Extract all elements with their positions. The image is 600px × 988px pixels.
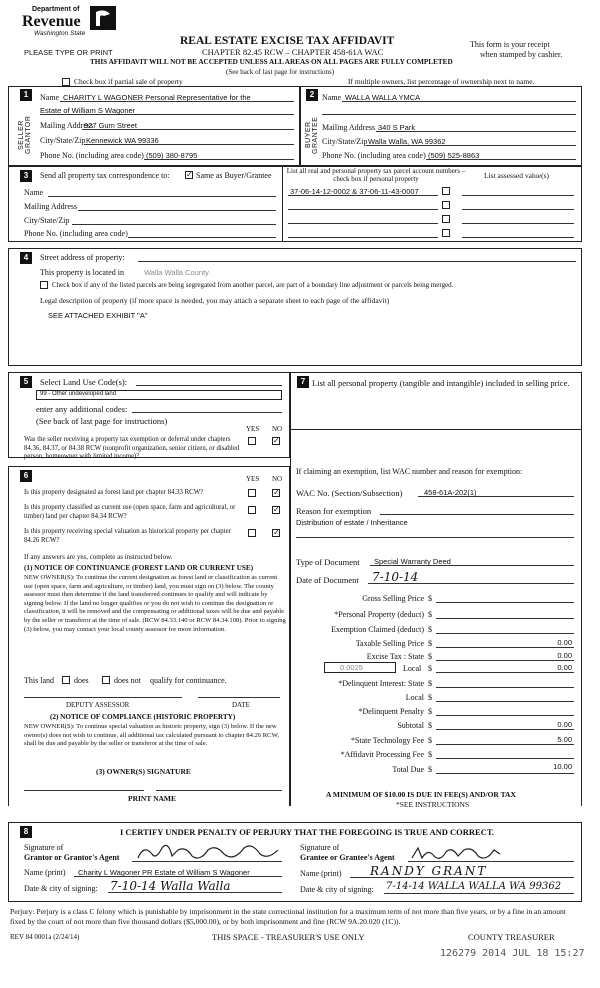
send-correspondence-label: Send all property tax correspondence to: (40, 171, 170, 180)
grantor-date-label: Date & city of signing: (24, 884, 98, 893)
exemption-dollar: $ (428, 625, 432, 634)
doc-date-value[interactable]: 7-10-14 (372, 570, 419, 584)
affidavit-fee-label: *Affidavit Processing Fee (340, 750, 424, 759)
exemption-no-checkbox[interactable]: ✓ (273, 436, 280, 445)
logo-line1: Department of (32, 6, 80, 13)
section7-number: 7 (297, 376, 309, 388)
total-due-dollar: $ (428, 765, 432, 774)
additional-codes-label: enter any additional codes: (36, 404, 128, 414)
grantee-name-value[interactable]: RANDY GRANT (370, 864, 488, 878)
rev-number: REV 84 0001a (2/24/14) (10, 933, 80, 941)
seller-phone-label: Phone No. (including area code) (40, 151, 144, 160)
parcel-2-personal-checkbox[interactable] (442, 201, 450, 209)
claim-exemption-label: If claiming an exemption, list WAC number and reason for exemption: (296, 467, 523, 476)
doc-type-label: Type of Document (296, 557, 360, 567)
doc-date-label: Date of Document (296, 575, 359, 585)
located-label: This property is located in (40, 268, 124, 277)
dor-mark-icon (90, 6, 116, 30)
notice-compliance-body: NEW OWNER(S): To continue special valuation as historic property, sign (3) below. If the new owner(s) does not wish to continue, all additional tax calculated pursuant to chapter 84.26 RCW, shall be due and payable by the seller or transferor at the time of sale. (24, 723, 279, 748)
partial-sale-checkbox[interactable] (62, 78, 70, 86)
parcel-3-personal-checkbox[interactable] (442, 215, 450, 223)
please-type: PLEASE TYPE OR PRINT (24, 48, 113, 57)
forest-yes-checkbox[interactable] (248, 489, 256, 497)
doc-type-value[interactable]: Special Warranty Deed (374, 557, 451, 566)
forest-land-question: Is this property designated as forest land per chapter 84.33 RCW? (24, 489, 204, 496)
buyer-city-label: City/State/Zip (322, 137, 368, 146)
current-use-no-checkbox[interactable]: ✓ (273, 505, 280, 514)
form-title: REAL ESTATE EXCISE TAX AFFIDAVIT (180, 35, 395, 47)
county-treasurer: COUNTY TREASURER (468, 932, 555, 942)
delinquent-local-dollar: $ (428, 693, 432, 702)
section2-number: 2 (306, 89, 318, 101)
section8-number: 8 (20, 826, 32, 838)
section3-number: 3 (20, 170, 32, 182)
perjury-note: Perjury: Perjury is a class C felony which is punishable by imprisonment in the state correctional institution for a maximum term of not more than five years, or by a fine in an amount fixed by the court of not more than five thousand dollars ($5,000.00), or by both imprisonment and fine (RCW 9A.20.020 (1C)). (10, 907, 566, 926)
taxable-dollar: $ (428, 639, 432, 648)
s3-city-label: City/State/Zip (24, 216, 70, 225)
grantee-sig-label-2: Grantee or Grantee's Agent (300, 853, 395, 862)
tech-fee-dollar: $ (428, 736, 432, 745)
grantee-signature[interactable] (408, 844, 504, 864)
does-not-label: does not (114, 676, 141, 685)
street-address-label: Street address of property: (40, 253, 125, 262)
buyer-address-label: Mailing Address (322, 123, 376, 132)
certify-statement: I CERTIFY UNDER PENALTY OF PERJURY THAT THE FOREGOING IS TRUE AND CORRECT. (120, 827, 495, 837)
s5-see-back: (See back of last page for instructions) (36, 416, 168, 426)
same-as-buyer-label: Same as Buyer/Grantee (196, 171, 272, 180)
if-yes-note: If any answers are yes, complete as instructed below. (24, 553, 173, 561)
tech-fee-label: *State Technology Fee (350, 736, 424, 745)
penalty-dollar: $ (428, 707, 432, 716)
segregated-label: Check box if any of the listed parcels are being segregated from another parcel, are part of a boundary line adjustment or parcels being merged. (52, 281, 454, 289)
see-back-header: (See back of last page for instructions) (226, 68, 335, 76)
delinquent-state-dollar: $ (428, 679, 432, 688)
local-label: Local (403, 664, 422, 673)
taxable-price-label: Taxable Selling Price (355, 639, 424, 648)
s3-name-label: Name (24, 188, 44, 197)
treasurer-stamp: 126279 2014 JUL 18 15:27 (440, 948, 585, 959)
does-checkbox[interactable] (62, 676, 70, 684)
buyer-grantee-label: BUYER GRANTEE (305, 116, 319, 154)
this-land-label: This land (24, 676, 54, 685)
excise-state-label: Excise Tax : State (366, 652, 424, 661)
multiple-owners-note: If multiple owners, list percentage of ownership next to name. (348, 77, 535, 86)
local-rate-value: 0.0025 (340, 663, 363, 672)
buyer-name-value[interactable]: WALLA WALLA YMCA (345, 93, 421, 102)
grantee-date-label: Date & city of signing: (300, 885, 374, 894)
historical-yes-checkbox[interactable] (248, 529, 256, 537)
section3-divider (282, 166, 283, 242)
delinquent-local-label: Local (405, 693, 424, 702)
qualify-label: qualify for continuance. (150, 676, 227, 685)
exemption-question: Was the seller receiving a property tax exemption or deferral under chapters 84.36, 84.37, or 84.38 RCW (nonprofit organization, senior citizen, or disabled person, homeowner with limited income)? (24, 436, 240, 460)
affidavit-fee-dollar: $ (428, 750, 432, 759)
historical-question: Is this property receiving special valuation as historical property per chapter 84.26 RCW? (24, 528, 231, 544)
section4-box (8, 248, 582, 366)
wac-label: WAC No. (Section/Subsection) (296, 488, 403, 498)
section6-number: 6 (20, 470, 32, 482)
current-use-question: Is this property classified as current use (open space, farm and agricultural, or timber) land per chapter 84.34 RCW? (24, 504, 236, 520)
section1-number: 1 (20, 89, 32, 101)
county-value[interactable]: Walla Walla County (144, 268, 209, 277)
notice-continuance-title: (1) NOTICE OF CONTINUANCE (FOREST LAND OR CURRENT USE) (24, 564, 254, 572)
reason-value[interactable]: Distribution of estate / Inheritance (296, 518, 408, 527)
assessed-header: List assessed value(s) (484, 171, 549, 180)
logo-line3: Washington State (34, 30, 86, 37)
same-as-buyer-checkbox[interactable]: ✓ (186, 170, 193, 179)
receipt-note-2: when stamped by cashier. (480, 50, 563, 59)
grantee-date-value[interactable]: 7-14-14 WALLA WALLA WA 99362 (386, 881, 562, 892)
buyer-phone-value[interactable]: (509) 525-8863 (428, 151, 480, 160)
parcel-1-personal-checkbox[interactable] (442, 187, 450, 195)
land-use-label: Select Land Use Code(s): (40, 377, 128, 387)
section4-number: 4 (20, 252, 32, 264)
notice-continuance-body: NEW OWNER(S): To continue the current designation as forest land or classification as current use (open space, farm and agriculture, or timber) land, you must sign on (3) below. The county assessor must then determine if the land transferred continues to qualify and will indicate by signing below. If the land no longer qualifies or you do not wish to continue the designation or classification, it will be removed and the compensating or additional taxes will be due and payable by the seller or transferor at the time of sale. (RCW 84.33.140 or RCW 84.34.108). Prior to signing (3) below, you may contact your local county assessor for more information. (24, 574, 286, 633)
notice-compliance-title: (2) NOTICE OF COMPLIANCE (HISTORIC PROPERTY) (50, 713, 236, 721)
subtotal-label: Subtotal (397, 721, 424, 730)
s5-no-header: NO (272, 425, 283, 433)
logo-line2: Revenue (22, 13, 81, 30)
subtotal-value[interactable]: 0.00 (557, 720, 572, 729)
deputy-date-label: DATE (232, 701, 250, 709)
seller-address-label: Mailing Address (40, 121, 94, 130)
minimum-due-note: A MINIMUM OF $10.00 IS DUE IN FEE(S) AND/OR TAX (326, 790, 516, 799)
grantor-name-label: Name (print) (24, 868, 66, 877)
s6-no-header: NO (272, 475, 283, 483)
local-value[interactable]: 0.00 (557, 663, 572, 672)
seller-city-value[interactable]: Kennewick WA 99336 (86, 136, 159, 145)
buyer-name-label: Name (322, 93, 342, 102)
gross-dollar: $ (428, 594, 432, 603)
buyer-city-value[interactable]: Walla Walla, WA 99362 (368, 137, 446, 146)
buyer-phone-label: Phone No. (including area code) (322, 151, 426, 160)
deputy-assessor-label: DEPUTY ASSESSOR (66, 701, 130, 709)
form-chapter: CHAPTER 82.45 RCW – CHAPTER 458-61A WAC (202, 47, 384, 57)
seller-grantor-label: SELLER GRANTOR (18, 115, 32, 155)
excise-state-value[interactable]: 0.00 (557, 651, 572, 660)
total-due-value[interactable]: 10.00 (553, 762, 572, 771)
personal-property-label: List all personal property (tangible and intangible) included in selling price. (312, 378, 570, 388)
segregated-checkbox[interactable] (40, 281, 48, 289)
seller-name-value-2[interactable]: Estate of William S Wagoner (40, 106, 136, 115)
does-not-checkbox[interactable] (102, 676, 110, 684)
grantee-sig-label-1: Signature of (300, 843, 340, 852)
seller-phone-value[interactable]: (509) 380-8795 (146, 151, 198, 160)
delinquent-state-label: *Delinquent Interest: State (338, 679, 424, 688)
grantor-signature[interactable] (134, 842, 282, 864)
tech-fee-value[interactable]: 5.00 (557, 735, 572, 744)
parcel-1-value[interactable]: 37-06-14-12-0002 & 37-06-11-43-0007 (290, 187, 419, 196)
form-notice: THIS AFFIDAVIT WILL NOT BE ACCEPTED UNLESS ALL AREAS ON ALL PAGES ARE FULLY COMPLETED (90, 58, 453, 66)
grantee-name-label: Name (print) (300, 869, 342, 878)
reason-label: Reason for exemption (296, 506, 372, 516)
s3-phone-label: Phone No. (including area code) (24, 229, 128, 238)
delinquent-penalty-label: *Delinquent Penalty (358, 707, 424, 716)
parcel-list-header: List all real and personal property tax parcel account numbers – check box if personal property (286, 167, 466, 183)
parcel-4-personal-checkbox[interactable] (442, 229, 450, 237)
exemption-claimed-label: Exemption Claimed (deduct) (331, 625, 424, 634)
receipt-note: This form is your receipt (470, 40, 550, 49)
historical-no-checkbox[interactable]: ✓ (273, 528, 280, 537)
grantor-date-value[interactable]: 7-10-14 Walla Walla (110, 879, 231, 893)
seller-city-label: City/State/Zip (40, 136, 86, 145)
s3-address-label: Mailing Address (24, 202, 78, 211)
seller-name-label: Name (40, 93, 60, 102)
buyer-address-value[interactable]: 340 S Park (378, 123, 416, 132)
exemption-yes-checkbox[interactable] (248, 437, 256, 445)
wac-value[interactable]: 458-61A-202(1) (424, 488, 477, 497)
personal-property-deduct-label: *Personal Property (deduct) (334, 610, 424, 619)
subtotal-dollar: $ (428, 721, 432, 730)
seller-address-value[interactable]: 927 Gum Street (84, 121, 137, 130)
personal-dollar: $ (428, 610, 432, 619)
local-dollar: $ (428, 664, 432, 673)
partial-sale-label: Check box if partial sale of property (74, 77, 183, 86)
s6-yes-header: YES (246, 475, 260, 483)
legal-description-label: Legal description of property (if more space is needed, you may attach a separate sheet to each page of the affidavit) (40, 296, 390, 305)
dor-logo (16, 4, 121, 42)
print-name-label: PRINT NAME (128, 794, 176, 803)
taxable-price-value[interactable]: 0.00 (557, 638, 572, 647)
treasurer-space: THIS SPACE - TREASURER'S USE ONLY (212, 932, 365, 942)
seller-name-value[interactable]: CHARITY L WAGONER Personal Representative for the (63, 93, 251, 102)
grantor-sig-label-2: Grantor or Grantor's Agent (24, 853, 120, 862)
owner-signature-line-1[interactable] (24, 790, 144, 791)
owner-signature-line-2[interactable] (156, 790, 282, 791)
land-use-value: 99 - Other undeveloped land (40, 391, 117, 397)
total-due-label: Total Due (392, 765, 424, 774)
owner-signature-title: (3) OWNER(S) SIGNATURE (96, 767, 191, 776)
s5-yes-header: YES (246, 425, 260, 433)
excise-state-dollar: $ (428, 652, 432, 661)
legal-description-value[interactable]: SEE ATTACHED EXHIBIT "A" (48, 311, 148, 320)
grantor-sig-label-1: Signature of (24, 843, 64, 852)
forest-no-checkbox[interactable]: ✓ (273, 488, 280, 497)
does-label: does (74, 676, 89, 685)
section5-number: 5 (20, 376, 32, 388)
gross-price-label: Gross Selling Price (362, 594, 424, 603)
see-instructions-note: *SEE INSTRUCTIONS (396, 800, 470, 809)
grantor-name-value[interactable]: Charity L Wagoner PR Estate of William S Wagoner (78, 868, 250, 877)
current-use-yes-checkbox[interactable] (248, 506, 256, 514)
